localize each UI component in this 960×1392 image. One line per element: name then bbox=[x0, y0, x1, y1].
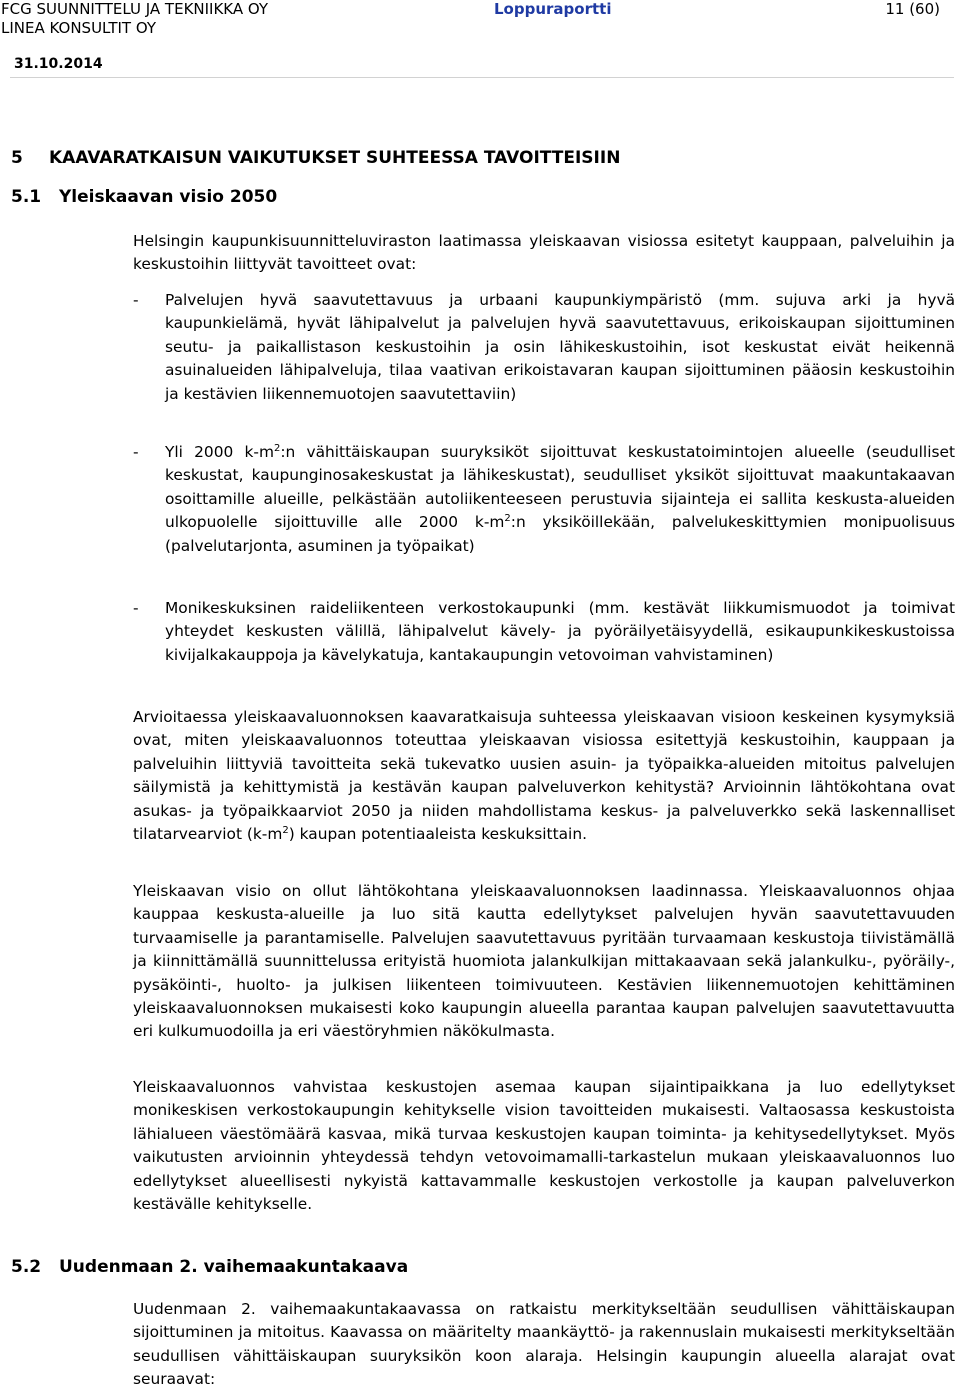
company-line-2: LINEA KONSULTIT OY bbox=[1, 19, 157, 37]
bullet-text-3: Monikeskuksinen raideliikenteen verkostokaupunki (mm. kestävät liikkumismuodot ja toimivat yhteydet keskusten välillä, lähipalvelut kävely- ja pyöräilyetäisyydellä, esikaupunkikeskustoissa kivijalkakauppoja ja kävelykatuja, kantakaupungin vetovoiman vahvistaminen) bbox=[165, 599, 955, 664]
bullet-2-part-b: :n vähittäiskaupan suuryksiköt sijoittuvat keskustatoimintojen alueelle (seudulliset keskustat, kaupunginosakeskustat ja lähikeskustat), seudulliset yksiköt sijoittuvat maakuntakaavan osoittamille alueille, pelkästään autoliikenteeseen perustuvia sijainteja ei sallita keskusta-alueiden ulkopuolelle sijoittuville alle 2000 k-m bbox=[165, 443, 955, 532]
report-date: 31.10.2014 bbox=[14, 56, 103, 72]
section-5-1-number: 5.1 bbox=[11, 187, 42, 207]
bullet-text-2 bbox=[165, 441, 955, 558]
bullet-dash: - bbox=[133, 599, 139, 617]
paragraph-1-part-b: ) kaupan potentiaaleista keskuksittain. bbox=[288, 825, 587, 844]
superscript: 2 bbox=[282, 824, 289, 836]
bullet-2-part-c: :n yksiköillekään, palvelukeskittymien monipuolisuus (palvelutarjonta, asuminen ja työpaikat) bbox=[165, 513, 955, 555]
bullet-text-1: Palvelujen hyvä saavutettavuus ja urbaani kaupunkiympäristö (mm. sujuva arki ja hyvä kaupunkielämä, hyvät lähipalvelut ja palvelujen hyvä saavutettavuus, erikoiskaupan sijoittuminen seutu- ja paikallistason keskustoihin ja osin lähikeskustoihin, isot keskustat eivät heikennä asuinalueiden lähipalveluja, tilaa vaativan erikoistavaran kaupan sijoittuminen pääosin keskustoihin ja kestävien liikennemuotojen saavutettaviin) bbox=[165, 291, 955, 403]
bullet-dash: - bbox=[133, 443, 139, 461]
page-header bbox=[0, 0, 960, 42]
company-line-1: FCG SUUNNITTELU JA TEKNIIKKA OY bbox=[1, 0, 269, 18]
section-5-heading bbox=[11, 147, 620, 169]
superscript: 2 bbox=[504, 513, 511, 525]
bullet-item-1 bbox=[133, 289, 955, 406]
page-number: 11 (60) bbox=[885, 0, 940, 18]
bullet-dash: - bbox=[133, 291, 139, 309]
section-5-2-title: Uudenmaan 2. vaihemaakuntakaava bbox=[59, 1257, 409, 1277]
section-5-1-intro: Helsingin kaupunkisuunnitteluviraston laatimassa yleiskaavan visiossa esitetyt kauppaan, palveluihin ja keskustoihin liittyvät tavoitteet ovat: bbox=[133, 232, 955, 274]
bullet-2-part-a: Yli 2000 k-m bbox=[165, 443, 274, 461]
section-5-1-heading bbox=[11, 186, 277, 208]
section-5-1-paragraph-3: Yleiskaavaluonnos vahvistaa keskustojen asemaa kaupan sijaintipaikkana ja luo edellytykset monikeskisen verkostokaupungin kehitykselle vision tavoitteiden mukaisesti. Valtaosassa keskustoista lähialueen väestömäärä kasvaa, mikä turvaa keskustojen kaupan toiminta- ja kehitysedellytykset. Myös vaikutusten arvioinnin yhteydessä tehdyn vetovoimamalli-tarkastelun mukaan yleiskaavaluonnos luo edellytykset alueellisesti nykyistä kattavammalle keskustojen verkostolle ja kaupan palveluverkon kestävälle kehitykselle. bbox=[133, 1078, 955, 1214]
section-5-2-number: 5.2 bbox=[11, 1257, 42, 1277]
section-5-1-paragraph-2: Yleiskaavan visio on ollut lähtökohtana yleiskaavaluonnoksen laadinnassa. Yleiskaavaluonnos ohjaa kauppaa keskusta-alueille ja luo sitä kautta edellytykset palvelujen hyvän saavutettavuuden turvaamiselle ja parantamiselle. Palvelujen saavutettavuus pyritään turvaamaan keskustoja tiivistämällä ja kiinnittämällä suunnittelussa erityistä huomiota jalankulkijan mittakaavaan sekä jalankulku-, pyöräily-, pysäköinti-, huolto- ja julkisen liikenteen toimivuuteen. Kestävien liikennemuotojen kehittäminen yleiskaavaluonnoksen mukaisesti koko kaupungin alueella parantaa kaupan palvelujen saavutettavuutta eri kulkumuodoilla ja eri väestöryhmien näkökulmasta. bbox=[133, 882, 955, 1041]
section-5-2-paragraph-1: Uudenmaan 2. vaihemaakuntakaavassa on ratkaistu merkitykseltään seudullisen vähittäiskaupan sijoittuminen ja mitoitus. Kaavassa on määritelty maankäyttö- ja rakennuslain mukaisesti merkitykseltään seudullisen vähittäiskaupan suuryksikön koon alaraja. Helsingin kaupungin alueella alarajat ovat seuraavat: bbox=[133, 1300, 955, 1389]
superscript: 2 bbox=[273, 442, 281, 454]
section-5-2-heading bbox=[11, 1256, 408, 1278]
section-5-number: 5 bbox=[11, 148, 23, 168]
bullet-item-3 bbox=[133, 597, 955, 667]
header-company bbox=[1, 0, 268, 38]
section-5-1-title: Yleiskaavan visio 2050 bbox=[59, 187, 278, 207]
section-5-title: KAAVARATKAISUN VAIKUTUKSET SUHTEESSA TAVOITTEISIIN bbox=[49, 148, 621, 168]
section-5-1-paragraph-1 bbox=[133, 706, 955, 846]
report-type: Loppuraportti bbox=[494, 0, 612, 18]
header-divider bbox=[10, 77, 954, 78]
paragraph-1-part-a: Arvioitaessa yleiskaavaluonnoksen kaavaratkaisuja suhteessa yleiskaavan visioon keskeinen kysymyksiä ovat, miten yleiskaavaluonnos toteuttaa yleiskaavan visiossa esitettyjä keskustoihin, kauppaan ja palveluihin liittyviä tavoitteita sekä tukevatko uusien asuin- ja työpaikka-alueiden mitoitus palvelujen säilymistä ja kehittymistä ja kestävän kaupan palveluverkon kehitystä? Arvioinnin lähtökohtana ovat asukas- ja työpaikkaarviot 2050 ja niiden mahdollistama keskus- ja palveluverkko sekä laskennalliset tilatarvearviot (k-m bbox=[133, 708, 955, 844]
bullet-item-2 bbox=[133, 441, 955, 558]
